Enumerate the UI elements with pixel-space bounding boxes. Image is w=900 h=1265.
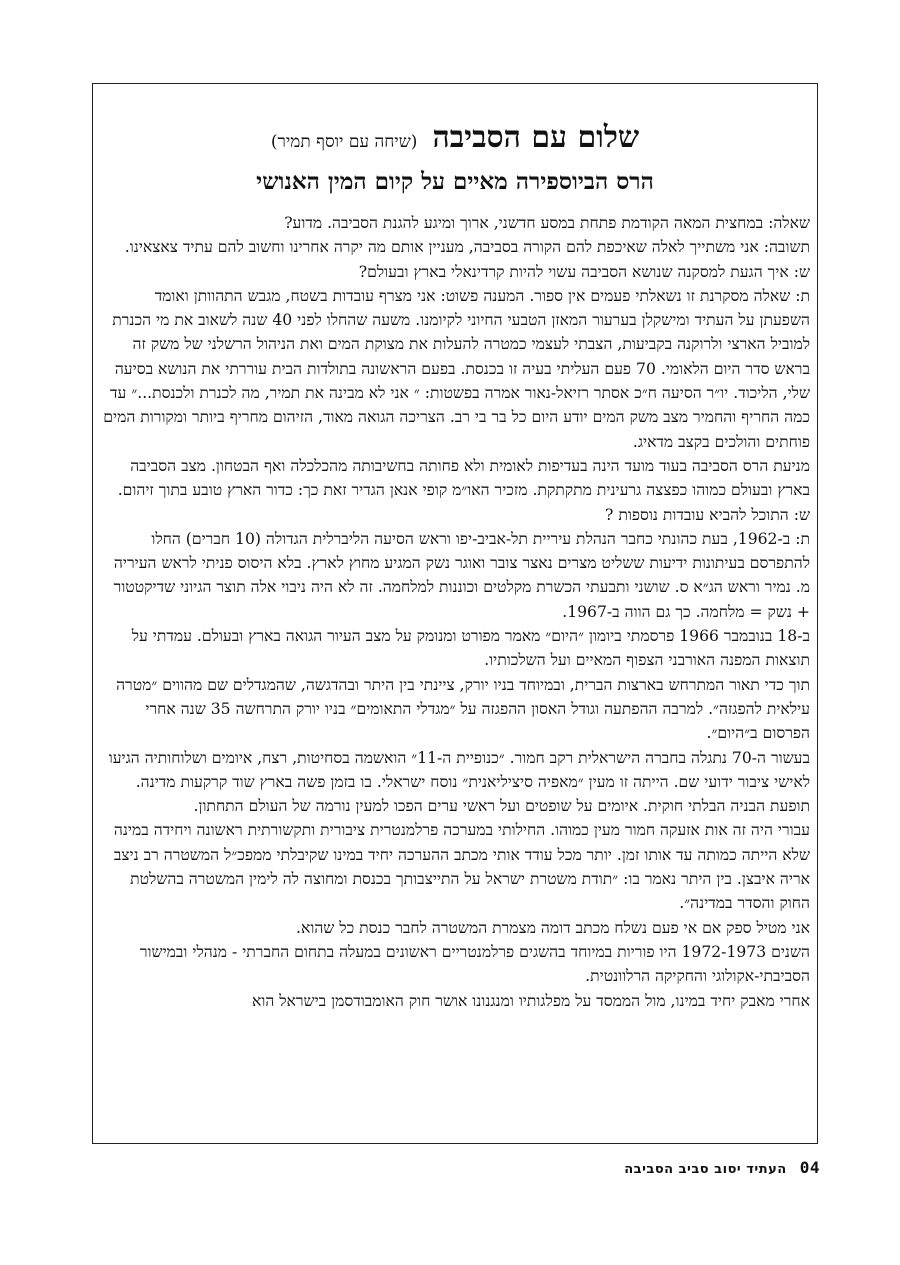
article-title-row: [100, 118, 810, 162]
paragraph: ש: התוכל להביא עובדות נוספות ?: [605, 505, 810, 524]
paragraph: מניעת הרס הסביבה בעוד מועד הינה בעדיפות לאומית ולא פחותה בחשיבותה מהכלכלה ואף הבטחון. מצב הסביבה בארץ ובעולם כמוהו כפצצה גרעינית מתקתקת. מזכיר האו״מ קופי אנאן הגדיר זאת כך: כדור הארץ טובע בתוך זיהום.: [117, 456, 810, 500]
paragraph: ש: איך הגעת למסקנה שנושא הסביבה עשוי להיות קרדינאלי בארץ ובעולם?: [358, 262, 810, 281]
article-title: שלום עם הסביבה: [432, 120, 640, 155]
paragraph: אני מטיל ספק אם אי פעם נשלח מכתב דומה מצמרת המשטרה לחבר כנסת כל שהוא.: [296, 918, 810, 937]
paragraph: ת: שאלה מסקרנת זו נשאלתי פעמים אין ספור. המענה פשוט: אני מצרף עובדות בשטח, מגבש התהוותן ואומד השפעתן על העתיד ומישקלן בערעור המאזן הטבעי החיוני לקיומנו. משעה שהחלו לפני 40 שנה לשאוב את מי הכנרת למוביל הארצי ולרוקנה בקביעות, הצבתי לעצמי כמטרה להעלות את מצוקת המים ואת הניהול הרשלני של משק זה בראש סדר היום הלאומי. 70 פעם העליתי בעיה זו בכנסת. בפעם הראשונה בתולדות הבית עוררתי את הנושא בסיעה שלי, הליכוד. יו״ר הסיעה ח״כ אסתר רזיאל-נאור אמרה בפשטות: ״ אני לא מבינה את תמיר, מה לכנרת ולכנסת...״ עד כמה החריף והחמיר מצב משק המים יודע היום כל בר בי רב. הצריכה הגואה מאוד, הזיהום מחריף ביותר ומקורות המים פוחתים והולכים בקצב מדאיג.: [103, 286, 810, 451]
paragraph: בעשור ה-70 נתגלה בחברה הישראלית רקב חמור. ״כנופיית ה-11״ הואשמה בסחיטות, רצח, איומים ושלוחותיה הגיעו לאישי ציבור ידועי שם. הייתה זו מעין ״מאפיה סיציליאנית״ נוסח ישראלי. בו בזמן פשה בארץ שוד קרקעות מדינה. תופעת הבניה הבלתי חוקית. איומים על שופטים ועל ראשי ערים הפכו למעין נורמה של העולם התחתון.: [108, 748, 810, 816]
article-subtitle: הרס הביוספירה מאיים על קיום המין האנושי: [256, 168, 654, 195]
page-footer: [615, 1158, 820, 1177]
paragraph: ת: ב-1962, בעת כהונתי כחבר הנהלת עיריית תל-אביב-יפו וראש הסיעה הליברלית הגדולה (10 חברים) החלו להתפרסם בעיתונות ידיעות ששליט מצרים נאצר צובר ואוגר נשק המגיע מחוץ לארץ. בלא היסוס פניתי לראש העיריה מ. נמיר וראש הג״א ס. שושני ותבעתי הכשרת מקלטים וכוננות למלחמה. זה לא היה ניבוי אלה תוצר הגיוני שדיקטטור + נשק = מלחמה. כך גם הווה ב-1967.: [113, 529, 810, 621]
article-body: [100, 110, 810, 1013]
page-number: 04: [799, 1158, 820, 1177]
paragraph: ב-18 בנובמבר 1966 פרסמתי ביומון ״היום״ מאמר מפורט ומנומק על מצב העיור הגואה בארץ ובעולם. עמדתי על תוצאות המפנה האורבני הצפוף המאיים ועל השלכותיו.: [131, 627, 810, 670]
paragraph: השנים 1972-1973 היו פוריות במיוחד בהשגים פרלמנטריים ראשונים במעלה בתחום החברתי - מנהלי ובמישור הסביבתי-אקולוגי והחקיקה הרלוונטית.: [139, 942, 810, 986]
paragraph: שאלה: במחצית המאה הקודמת פתחת במסע חדשני, ארוך ומיגע להגנת הסביבה. מדוע?: [284, 214, 810, 232]
paragraph: עבורי היה זה אות אזעקה חמור מעין כמוהו. החילותי במערכה פרלמנטרית ציבורית ותקשורתית ראשונה ויחידה במינה שלא הייתה כמותה עד אותו זמן. יותר מכל עודד אותי מכתב ההערכה יחיד במינו שקיבלתי ממפכ״ל המשטרה רב ניצב אריה איבצן. בין היתר נאמר בו: ״תודת משטרת ישראל על התייצבותך בכנסת ומחוצה לה לימין המשטרה בהשלטת החוק והסדר במדינה״.: [113, 821, 810, 913]
running-title: העתיד יסוב סביב הסביבה: [624, 1162, 787, 1177]
article-title-note: (שיחה עם יוסף תמיר): [270, 132, 418, 152]
paragraph: אחרי מאבק יחיד במינו, מול הממסד על מפלגותיו ומנגנונו אושר חוק האומבודסמן בישראל הוא: [251, 991, 810, 1010]
paragraph: תשובה: אני משתייך לאלה שאיכפת להם הקורה בסביבה, מעניין אותם מה יקרה אחרינו וחשוב להם עתיד צאצאינו.: [124, 238, 810, 257]
paragraph: תוך כדי תאור המתרחש בארצות הברית, ובמיוחד בניו יורק, ציינתי בין היתר ובהדגשה, שהמגדלים שם מהווים ״מטרה עילאית להפגזה״. למרבה ההפתעה וגודל האסון ההפגזה על ״מגדלי התאומים״ בניו יורק התרחשה 35 שנה אחרי הפרסום ב״היום״.: [116, 675, 810, 743]
